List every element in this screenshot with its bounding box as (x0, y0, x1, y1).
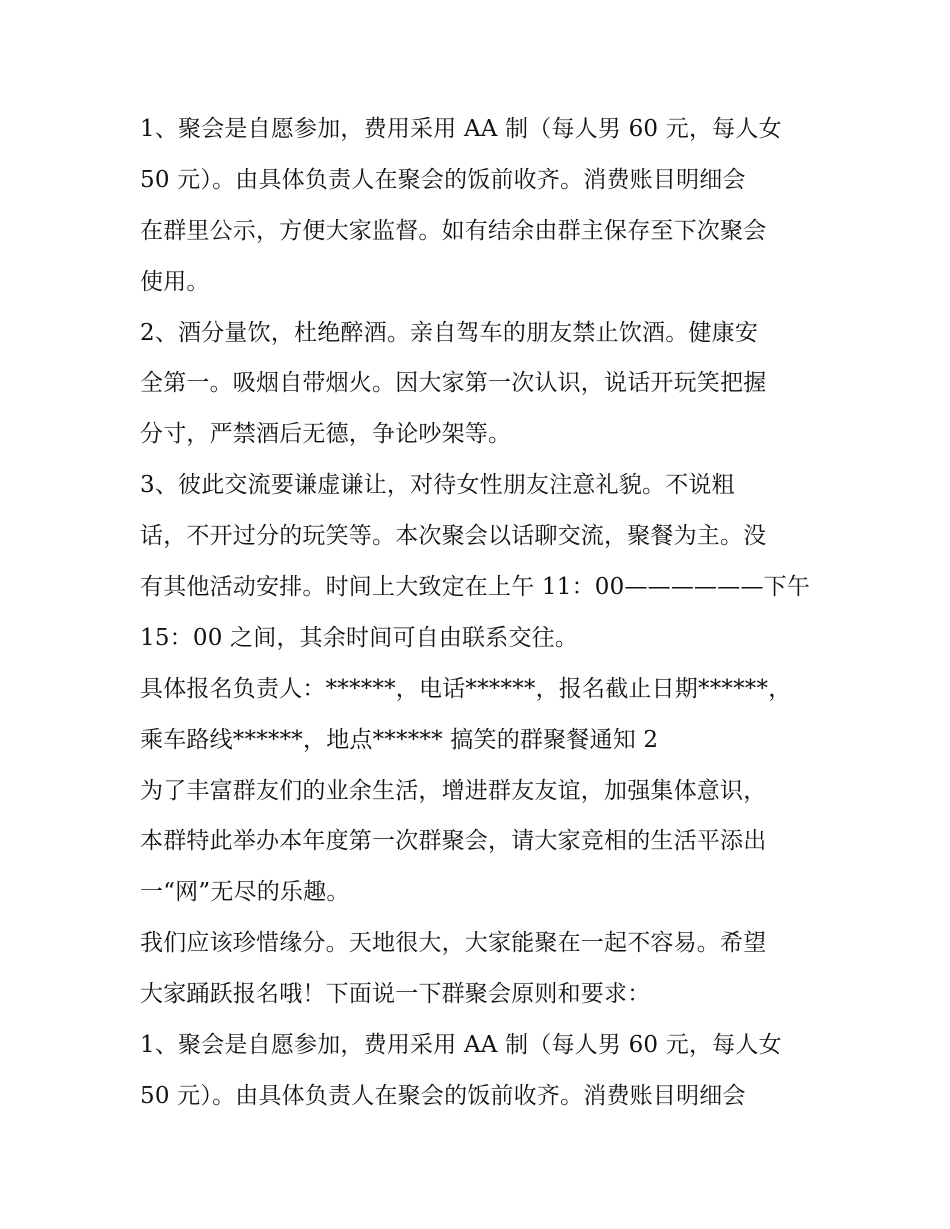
text-line: 一“网”无尽的乐趣。 (140, 879, 350, 906)
text-line: 2、酒分量饮，杜绝醉酒。亲自驾车的朋友禁止饮酒。健康安 (140, 319, 759, 346)
text-line: 分寸，严禁酒后无德，争论吵架等。 (140, 421, 512, 448)
text-line: 在群里公示，方便大家监督。如有结余由群主保存至下次聚会 (140, 217, 767, 244)
text-line: 1、聚会是自愿参加，费用采用 AA 制（每人男 60 元，每人女 (140, 116, 782, 142)
text-line: 使用。 (140, 268, 210, 295)
text-line: 为了丰富群友们的业余生活，增进群友友谊，加强集体意识， (140, 777, 767, 804)
text-line: 具体报名负责人：******，电话******，报名截止日期******， (140, 675, 792, 702)
text-line: 1、聚会是自愿参加，费用采用 AA 制（每人男 60 元，每人女 (140, 1032, 782, 1059)
text-line: 全第一。吸烟自带烟火。因大家第一次认识，说话开玩笑把握 (140, 370, 767, 397)
text-line: 15：00 之间，其余时间可自由联系交往。 (140, 624, 579, 651)
text-line: 我们应该珍惜缘分。天地很大，大家能聚在一起不容易。希望 (140, 930, 767, 957)
document-body (140, 104, 820, 1122)
text-line: 大家踊跃报名哦！下面说一下群聚会原则和要求： (140, 981, 651, 1008)
text-line: 50 元）。由具体负责人在聚会的饭前收齐。消费账目明细会 (140, 1082, 746, 1109)
text-line: 本群特此举办本年度第一次群聚会，请大家竞相的生活平添出 (140, 828, 767, 855)
text-line: 话，不开过分的玩笑等。本次聚会以话聊交流，聚餐为主。没 (140, 523, 767, 550)
text-line: 3、彼此交流要谦虚谦让，对待女性朋友注意礼貌。不说粗 (140, 472, 735, 499)
text-line: 有其他活动安排。时间上大致定在上午 11：00——————下午 (140, 574, 811, 601)
text-line: 50 元）。由具体负责人在聚会的饭前收齐。消费账目明细会 (140, 166, 746, 193)
text-line: 乘车路线******，地点****** 搞笑的群聚餐通知 2 (140, 726, 659, 753)
